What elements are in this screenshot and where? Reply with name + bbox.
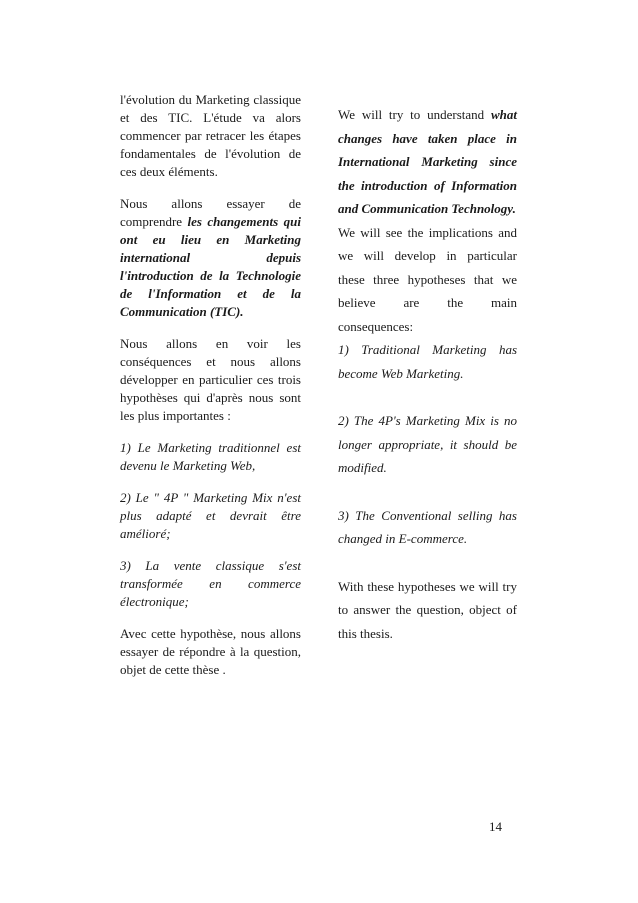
en-hypothesis-3: 3) The Conventional selling has changed in E-commerce.	[338, 507, 517, 546]
en-consequences-paragraph: We will see the implications and we will develop in particular these three hypotheses that we believe are the main consequences:	[338, 224, 517, 334]
fr-consequences-paragraph: Nous allons en voir les conséquences et nous allons développer en particulier ces trois hypothèses qui d'après nous sont les plus importantes :	[120, 336, 301, 423]
fr-hypothesis-1: 1) Le Marketing traditionnel est devenu le Marketing Web,	[120, 440, 301, 473]
fr-intro-paragraph: l'évolution du Marketing classique et des TIC. L'étude va alors commencer par retracer les étapes fondamentales de l'évolution de ces deux éléments.	[120, 92, 301, 179]
en-objective-emphasis: what changes have taken place in International Marketing since the introduction of Information and Communication Technology.	[338, 107, 517, 216]
en-hypothesis-1: 1) Traditional Marketing has become Web Marketing.	[338, 342, 517, 381]
french-column	[120, 91, 301, 679]
fr-closing-paragraph: Avec cette hypothèse, nous allons essayer de répondre à la question, objet de cette thèse .	[120, 626, 301, 677]
fr-objective-lead: Nous allons essayer de comprendre	[120, 196, 301, 229]
en-objective-paragraph	[338, 103, 517, 221]
page-number: 14	[489, 819, 502, 834]
fr-hypothesis-3: 3) La vente classique s'est transformée en commerce électronique;	[120, 558, 301, 609]
fr-objective-emphasis: les changements qui ont eu lieu en Marketing international depuis l'introduction de la Technologie de l'Information et de la Communication (TIC).	[120, 214, 301, 319]
en-closing-paragraph: With these hypotheses we will try to answer the question, object of this thesis.	[338, 578, 517, 641]
fr-objective-paragraph	[120, 195, 301, 321]
en-hypothesis-2: 2) The 4P's Marketing Mix is no longer appropriate, it should be modified.	[338, 413, 517, 475]
en-objective-lead: We will try to understand	[338, 107, 491, 122]
english-column	[338, 103, 517, 645]
fr-hypothesis-2: 2) Le " 4P " Marketing Mix n'est plus adapté et devrait être amélioré;	[120, 490, 301, 541]
